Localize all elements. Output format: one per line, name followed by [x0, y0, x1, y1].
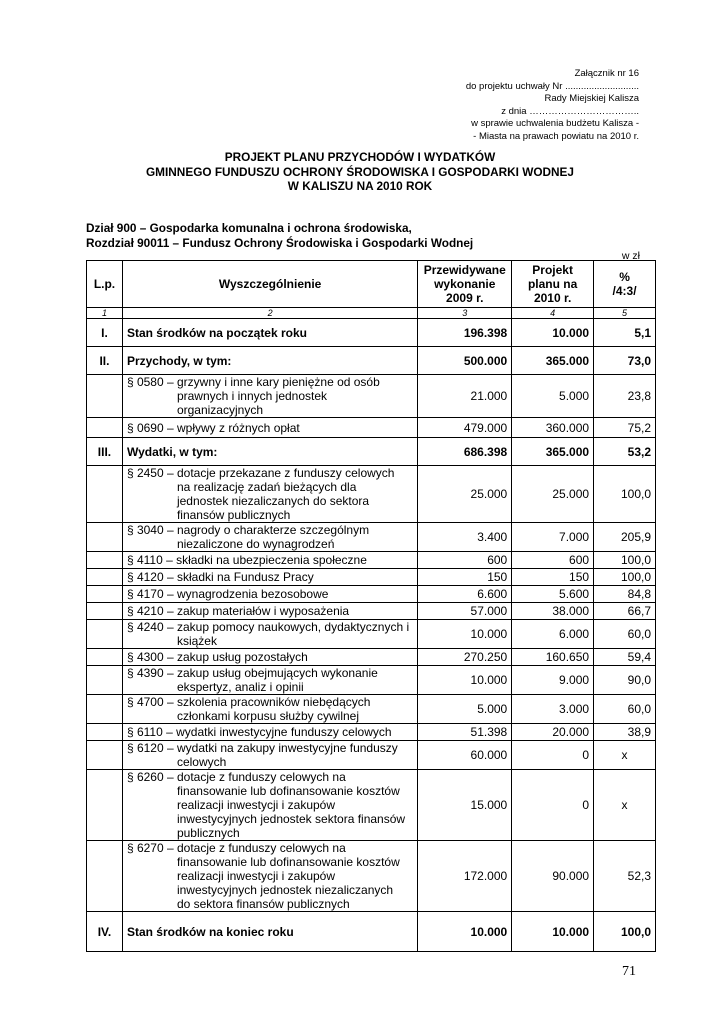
row-lp — [87, 375, 123, 418]
row-value-v5: 75,2 — [594, 418, 656, 438]
description-line: § 0580 – grzywny i inne kary pieniężne od osób — [126, 375, 380, 389]
table-row — [87, 319, 656, 347]
row-description — [122, 912, 417, 952]
row-description — [122, 620, 417, 649]
row-value-v5: 5,1 — [594, 319, 656, 347]
column-number-row — [87, 308, 656, 319]
row-lp — [87, 603, 123, 620]
row-value-v4: 20.000 — [512, 724, 594, 741]
description-line: inwestycyjnych jednostek sektora finansów — [176, 812, 406, 826]
row-value-v4: 38.000 — [512, 603, 594, 620]
header-pct — [594, 261, 656, 308]
description-line: § 4170 – wynagrodzenia bezosobowe — [126, 587, 329, 601]
page-number: 71 — [622, 964, 636, 979]
description-line: § 6260 – dotacje z funduszy celowych na — [126, 770, 346, 784]
description-line: § 6120 – wydatki na zakupy inwestycyjne funduszy — [126, 741, 398, 755]
description-line: § 4700 – szkolenia pracowników niebędących — [126, 695, 371, 709]
row-value-v5: 59,4 — [594, 649, 656, 666]
row-description — [122, 418, 417, 438]
row-description — [122, 347, 417, 375]
table-row — [87, 375, 656, 418]
row-lp: I. — [87, 319, 123, 347]
row-value-v5: 205,9 — [594, 523, 656, 552]
title-line: GMINNEGO FUNDUSZU OCHRONY ŚRODOWISKA I GOSPODARKI WODNEJ — [146, 164, 574, 179]
row-lp — [87, 741, 123, 770]
header-name: Wyszczególnienie — [122, 261, 417, 308]
row-value-v3: 500.000 — [418, 347, 512, 375]
row-value-v3: 10.000 — [418, 620, 512, 649]
description-line: inwestycyjnych jednostek niezaliczanych — [176, 883, 394, 897]
row-value-v5: 84,8 — [594, 586, 656, 603]
description-line: realizacji inwestycji i zakupów — [176, 798, 336, 812]
description-line: § 3040 – nagrody o charakterze szczególnym — [126, 523, 370, 537]
row-value-v3: 172.000 — [418, 841, 512, 912]
row-value-v3: 10.000 — [418, 666, 512, 695]
description-line: Wydatki, w tym: — [126, 444, 218, 459]
row-description — [122, 569, 417, 586]
row-value-v5: 60,0 — [594, 620, 656, 649]
section-heading — [86, 221, 473, 250]
header-line: wykonanie — [434, 276, 496, 291]
row-value-v3: 196.398 — [418, 319, 512, 347]
row-value-v4: 365.000 — [512, 347, 594, 375]
row-value-v4: 0 — [512, 770, 594, 841]
header-plan — [512, 261, 594, 308]
row-value-v3: 3.400 — [418, 523, 512, 552]
table-row — [87, 586, 656, 603]
column-number: 4 — [512, 308, 594, 319]
description-line: publicznych — [176, 826, 240, 840]
row-value-v3: 270.250 — [418, 649, 512, 666]
row-value-v4: 365.000 — [512, 438, 594, 466]
description-line: na realizację zadań bieżących dla — [176, 480, 357, 494]
currency-unit: w zł — [621, 250, 640, 262]
header-line: planu na — [527, 276, 578, 291]
column-number: 5 — [594, 308, 656, 319]
annex-line: Rady Miejskiej Kalisza — [544, 93, 639, 105]
row-description — [122, 603, 417, 620]
annex-line: - Miasta na prawach powiatu na 2010 r. — [473, 130, 639, 142]
annex-note — [309, 68, 639, 144]
row-value-v5: 73,0 — [594, 347, 656, 375]
table-row — [87, 466, 656, 523]
header-line: /4:3/ — [612, 284, 637, 298]
row-value-v5: 38,9 — [594, 724, 656, 741]
row-value-v3: 25.000 — [418, 466, 512, 523]
plan-table — [86, 260, 656, 952]
description-line: książek — [176, 634, 217, 648]
row-value-v4: 0 — [512, 741, 594, 770]
row-value-v4: 6.000 — [512, 620, 594, 649]
row-lp — [87, 841, 123, 912]
description-line: do sektora finansów publicznych — [176, 897, 350, 911]
description-line: § 6270 – dotacje z funduszy celowych na — [126, 841, 346, 855]
table-row — [87, 620, 656, 649]
row-description — [122, 741, 417, 770]
table-row — [87, 552, 656, 569]
row-lp — [87, 418, 123, 438]
description-line: członkami korpusu służby cywilnej — [176, 709, 360, 723]
row-value-v4: 10.000 — [512, 912, 594, 952]
description-line: finansowanie lub dofinansowanie kosztów — [176, 855, 400, 869]
row-description — [122, 724, 417, 741]
row-description — [122, 770, 417, 841]
description-line: § 4120 – składki na Fundusz Pracy — [126, 570, 314, 584]
row-value-v4: 9.000 — [512, 666, 594, 695]
document-title — [60, 150, 660, 194]
row-value-v3: 57.000 — [418, 603, 512, 620]
table-body — [87, 319, 656, 952]
description-line: niezaliczone do wynagrodzeń — [176, 537, 335, 551]
description-line: § 4300 – zakup usług pozostałych — [126, 650, 308, 664]
table-row — [87, 666, 656, 695]
header-line: 2010 r. — [533, 291, 572, 306]
row-value-v4: 5.000 — [512, 375, 594, 418]
row-value-v5: 90,0 — [594, 666, 656, 695]
table-row — [87, 347, 656, 375]
title-line: W KALISZU NA 2010 ROK — [287, 179, 433, 194]
row-value-v4: 3.000 — [512, 695, 594, 724]
table-header-row — [87, 261, 656, 308]
column-number: 2 — [122, 308, 417, 319]
description-line: § 4210 – zakup materiałów i wyposażenia — [126, 604, 350, 618]
description-line: finansowanie lub dofinansowanie kosztów — [176, 784, 400, 798]
row-lp — [87, 569, 123, 586]
description-line: § 6110 – wydatki inwestycyjne funduszy celowych — [126, 725, 392, 739]
row-value-v5: 100,0 — [594, 569, 656, 586]
description-line: Stan środków na koniec roku — [126, 924, 294, 939]
row-value-v5: 60,0 — [594, 695, 656, 724]
description-line: realizacji inwestycji i zakupów — [176, 869, 336, 883]
description-line: § 4240 – zakup pomocy naukowych, dydaktycznych i — [126, 620, 410, 634]
row-value-v3: 10.000 — [418, 912, 512, 952]
row-value-v5: 100,0 — [594, 552, 656, 569]
row-lp — [87, 466, 123, 523]
table-row — [87, 603, 656, 620]
row-lp: III. — [87, 438, 123, 466]
description-line: § 0690 – wpływy z różnych opłat — [126, 420, 300, 435]
header-expected — [418, 261, 512, 308]
row-value-v5: 53,2 — [594, 438, 656, 466]
table-row — [87, 649, 656, 666]
row-value-v3: 15.000 — [418, 770, 512, 841]
row-description — [122, 375, 417, 418]
annex-line: w sprawie uchwalenia budżetu Kalisza - — [471, 118, 639, 130]
row-description — [122, 841, 417, 912]
row-description — [122, 319, 417, 347]
dzial-line: Dział 900 – Gospodarka komunalna i ochrona środowiska, — [86, 221, 412, 235]
row-value-v3: 479.000 — [418, 418, 512, 438]
row-lp — [87, 586, 123, 603]
row-description — [122, 523, 417, 552]
row-lp — [87, 552, 123, 569]
title-line: PROJEKT PLANU PRZYCHODÓW I WYDATKÓW — [224, 150, 496, 164]
row-lp — [87, 666, 123, 695]
table-row — [87, 741, 656, 770]
annex-line: Załącznik nr 16 — [574, 68, 639, 79]
description-line: jednostek niezaliczanych do sektora — [176, 494, 370, 508]
row-value-v4: 360.000 — [512, 418, 594, 438]
row-lp — [87, 649, 123, 666]
row-lp — [87, 620, 123, 649]
rozdzial-line: Rozdział 90011 – Fundusz Ochrony Środowiska i Gospodarki Wodnej — [86, 235, 474, 250]
row-value-v3: 150 — [418, 569, 512, 586]
row-value-v4: 160.650 — [512, 649, 594, 666]
table-row — [87, 438, 656, 466]
row-value-v4: 7.000 — [512, 523, 594, 552]
description-line: § 4110 – składki na ubezpieczenia społeczne — [126, 553, 367, 567]
row-value-v3: 51.398 — [418, 724, 512, 741]
description-line: celowych — [176, 755, 227, 769]
row-value-v4: 150 — [512, 569, 594, 586]
description-line: Przychody, w tym: — [126, 353, 232, 368]
row-description — [122, 649, 417, 666]
table-row — [87, 912, 656, 952]
row-value-v3: 21.000 — [418, 375, 512, 418]
table-row — [87, 569, 656, 586]
row-value-v3: 6.600 — [418, 586, 512, 603]
row-description — [122, 695, 417, 724]
table-row — [87, 418, 656, 438]
header-line: Projekt — [532, 262, 573, 277]
row-description — [122, 438, 417, 466]
row-description — [122, 666, 417, 695]
table-row — [87, 724, 656, 741]
header-lp: L.p. — [87, 261, 123, 308]
row-value-v3: 686.398 — [418, 438, 512, 466]
row-lp: IV. — [87, 912, 123, 952]
row-value-v4: 10.000 — [512, 319, 594, 347]
row-value-v5: 66,7 — [594, 603, 656, 620]
table-row — [87, 695, 656, 724]
column-number: 1 — [87, 308, 123, 319]
description-line: finansów publicznych — [176, 508, 291, 522]
description-line: Stan środków na początek roku — [126, 325, 307, 340]
row-value-v5: 100,0 — [594, 912, 656, 952]
column-number: 3 — [418, 308, 512, 319]
row-description — [122, 552, 417, 569]
row-value-v5: 23,8 — [594, 375, 656, 418]
description-line: prawnych i innych jednostek — [176, 389, 328, 403]
row-description — [122, 586, 417, 603]
row-value-v4: 90.000 — [512, 841, 594, 912]
row-description — [122, 466, 417, 523]
row-value-v5: x — [594, 741, 656, 770]
header-line: Przewidywane — [423, 262, 506, 277]
annex-line: do projektu uchwały Nr ............................ — [465, 80, 639, 92]
row-lp — [87, 695, 123, 724]
row-lp — [87, 724, 123, 741]
annex-line: z dnia …………………………….. — [501, 105, 639, 117]
row-value-v3: 600 — [418, 552, 512, 569]
row-value-v3: 5.000 — [418, 695, 512, 724]
row-lp: II. — [87, 347, 123, 375]
table-row — [87, 841, 656, 912]
description-line: organizacyjnych — [176, 403, 263, 417]
row-lp — [87, 523, 123, 552]
row-lp — [87, 770, 123, 841]
row-value-v5: 100,0 — [594, 466, 656, 523]
row-value-v5: 52,3 — [594, 841, 656, 912]
description-line: § 4390 – zakup usług obejmujących wykonanie — [126, 666, 378, 680]
description-line: § 2450 – dotacje przekazane z funduszy celowych — [126, 466, 395, 480]
table-row — [87, 770, 656, 841]
row-value-v5: x — [594, 770, 656, 841]
row-value-v4: 600 — [512, 552, 594, 569]
row-value-v3: 60.000 — [418, 741, 512, 770]
row-value-v4: 25.000 — [512, 466, 594, 523]
table-row — [87, 523, 656, 552]
description-line: ekspertyz, analiz i opinii — [176, 680, 304, 694]
header-line: % — [619, 269, 630, 284]
row-value-v4: 5.600 — [512, 586, 594, 603]
header-line: 2009 r. — [446, 291, 484, 306]
